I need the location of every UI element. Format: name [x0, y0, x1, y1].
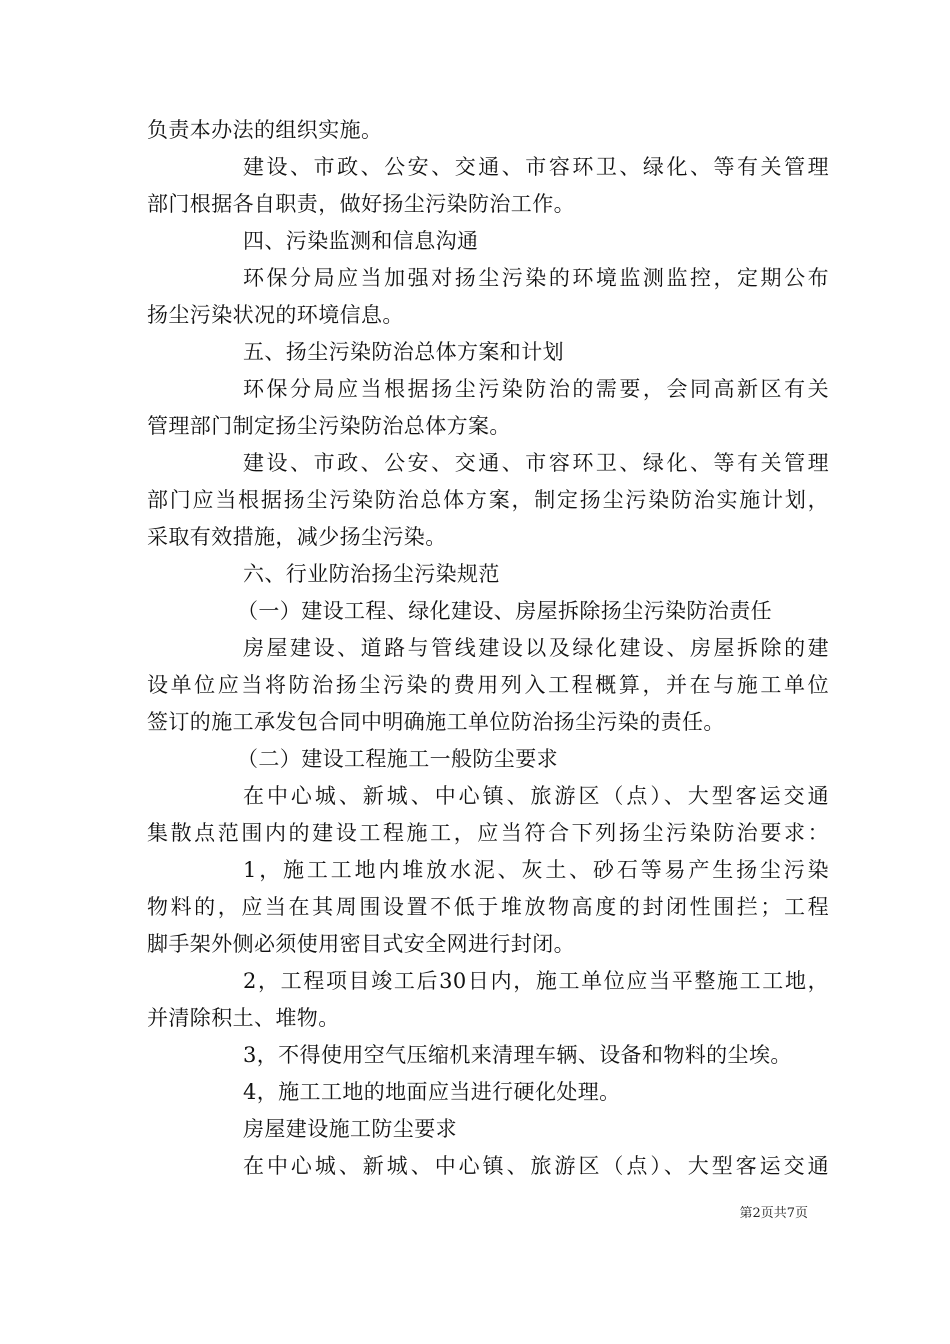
text-line: 管理部门制定扬尘污染防治总体方案。	[147, 414, 511, 438]
text-line: 采取有效措施，减少扬尘污染。	[147, 525, 447, 549]
text-line: 建设、市政、公安、交通、市容环卫、绿化、等有关管理	[243, 451, 829, 475]
section-heading: 四、污染监测和信息沟通	[243, 229, 479, 253]
subsection-heading: （二）建设工程施工一般防尘要求	[237, 747, 558, 771]
text-line: 部门应当根据扬尘污染防治总体方案，制定扬尘污染防治实施计划，	[147, 488, 829, 512]
text-line: 脚手架外侧必须使用密目式安全网进行封闭。	[147, 932, 575, 956]
text-line: 环保分局应当根据扬尘污染防治的需要，会同高新区有关	[243, 377, 829, 401]
text-line: 物料的，应当在其周围设置不低于堆放物高度的封闭性围拦；工程	[147, 895, 829, 919]
subsection-heading: （一）建设工程、绿化建设、房屋拆除扬尘污染防治责任	[237, 599, 772, 623]
list-item: 2，工程项目竣工后30日内，施工单位应当平整施工工地，	[243, 969, 829, 993]
list-item: 4，施工工地的地面应当进行硬化处理。	[243, 1080, 621, 1104]
section-heading: 五、扬尘污染防治总体方案和计划	[243, 340, 564, 364]
text-line: 环保分局应当加强对扬尘污染的环境监测监控，定期公布	[243, 266, 829, 290]
text-line: 签订的施工承发包合同中明确施工单位防治扬尘污染的责任。	[147, 710, 725, 734]
section-heading: 房屋建设施工防尘要求	[243, 1117, 457, 1141]
text-line: 负责本办法的组织实施。	[147, 118, 383, 142]
text-line: 在中心城、新城、中心镇、旅游区（点）、大型客运交通	[243, 784, 829, 808]
text-line: 部门根据各自职责，做好扬尘污染防治工作。	[147, 192, 575, 216]
section-heading: 六、行业防治扬尘污染规范	[243, 562, 500, 586]
text-line: 并清除积土、堆物。	[147, 1006, 340, 1030]
text-line: 在中心城、新城、中心镇、旅游区（点）、大型客运交通	[243, 1154, 829, 1178]
list-item: 1，施工工地内堆放水泥、灰土、砂石等易产生扬尘污染	[243, 858, 829, 882]
text-line: 建设、市政、公安、交通、市容环卫、绿化、等有关管理	[243, 155, 829, 179]
list-item: 3，不得使用空气压缩机来清理车辆、设备和物料的尘埃。	[243, 1043, 792, 1067]
text-line: 扬尘污染状况的环境信息。	[147, 303, 404, 327]
text-line: 房屋建设、道路与管线建设以及绿化建设、房屋拆除的建	[243, 636, 829, 660]
text-line: 设单位应当将防治扬尘污染的费用列入工程概算，并在与施工单位	[147, 673, 829, 697]
page-number: 第2页共7页	[739, 1206, 808, 1221]
text-line: 集散点范围内的建设工程施工，应当符合下列扬尘污染防治要求：	[147, 821, 829, 845]
document-body	[147, 112, 829, 1185]
